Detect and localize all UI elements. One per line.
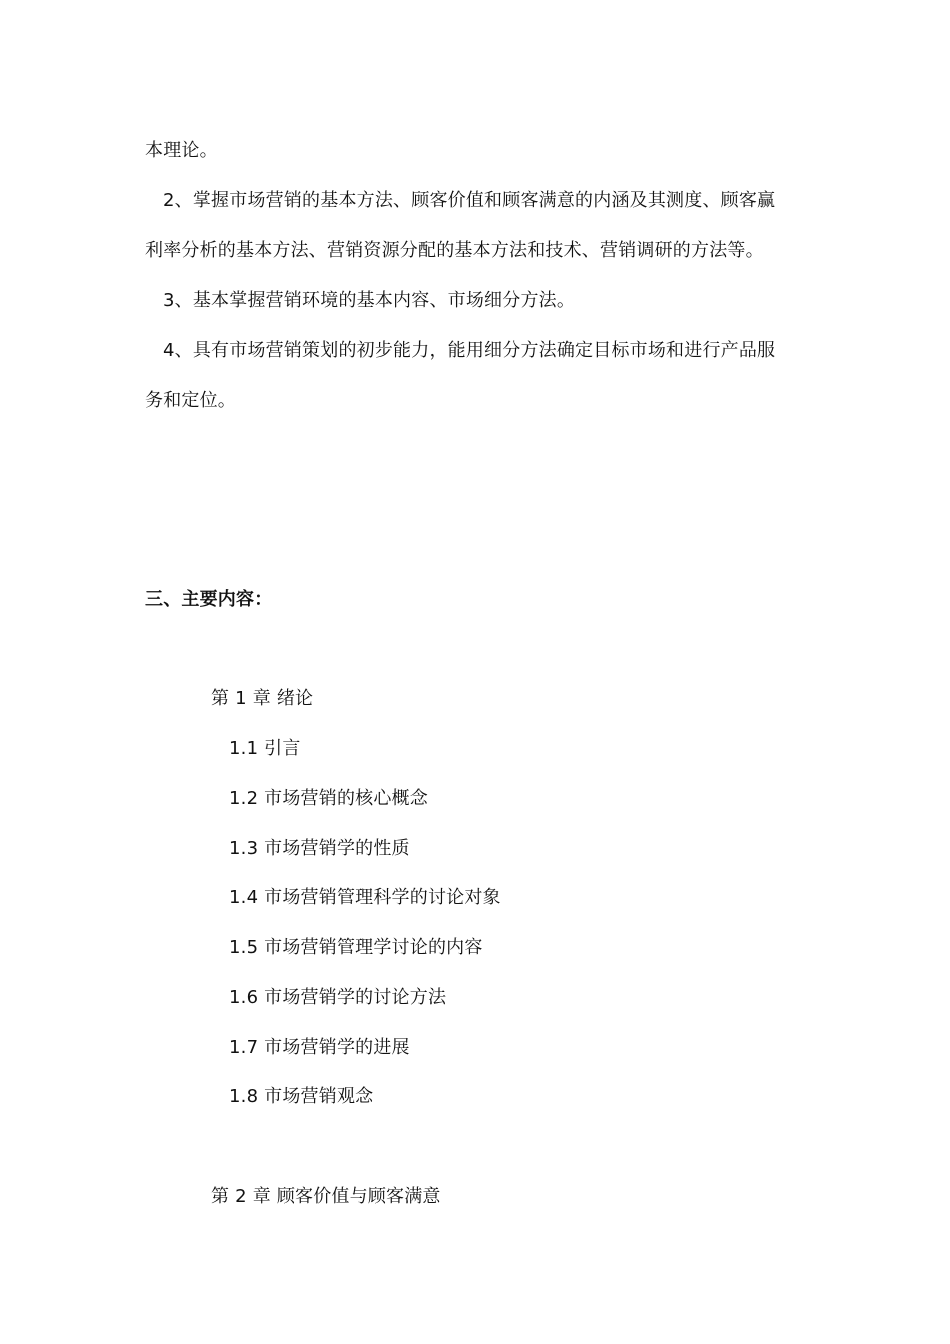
chapter-title: 第 1 章 绪论 <box>211 688 314 709</box>
chapter-item: 1.8 市场营销观念 <box>229 1086 374 1107</box>
chapter-item: 1.7 市场营销学的进展 <box>229 1037 410 1058</box>
chapter-item: 1.5 市场营销管理学讨论的内容 <box>229 937 483 958</box>
chapter-item: 1.6 市场营销学的讨论方法 <box>229 987 447 1008</box>
objective-4-line-2: 务和定位。 <box>145 390 236 411</box>
chapter-title: 第 2 章 顾客价值与顾客满意 <box>211 1186 441 1207</box>
chapter-item: 1.1 引言 <box>229 738 301 759</box>
objective-4-line-1: 4、具有市场营销策划的初步能力，能用细分方法确定目标市场和进行产品服 <box>163 340 776 361</box>
chapter-item: 1.4 市场营销管理科学的讨论对象 <box>229 887 501 908</box>
section-heading: 三、主要内容： <box>145 589 273 610</box>
chapter-item: 1.3 市场营销学的性质 <box>229 838 410 859</box>
objective-2-line-2: 利率分析的基本方法、营销资源分配的基本方法和技术、营销调研的方法等。 <box>145 240 764 261</box>
objective-2-line-1: 2、掌握市场营销的基本方法、顾客价值和顾客满意的内涵及其测度、顾客赢 <box>163 190 776 211</box>
chapter-item: 1.2 市场营销的核心概念 <box>229 788 428 809</box>
objective-3: 3、基本掌握营销环境的基本内容、市场细分方法。 <box>163 290 576 311</box>
objective-1-end: 本理论。 <box>145 140 218 161</box>
